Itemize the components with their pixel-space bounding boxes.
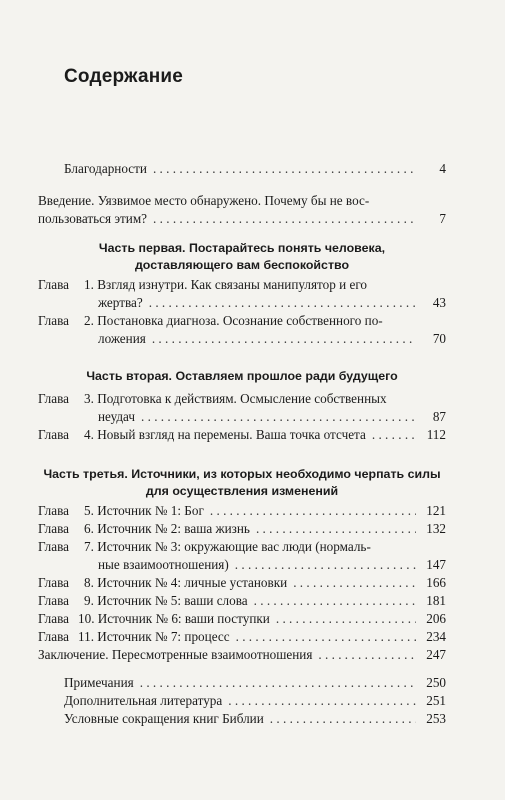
leader-dots (152, 330, 416, 348)
toc-entry-chapter-3-cont (38, 408, 446, 426)
toc-entry-introduction-cont (38, 210, 446, 228)
entry-text: Благодарности (64, 161, 147, 176)
chapter-label: Глава (38, 503, 69, 518)
leader-dots (235, 556, 416, 574)
toc-entry-chapter-11 (38, 628, 446, 646)
page-number: 7 (439, 211, 446, 226)
page-number: 253 (426, 711, 446, 726)
page-number: 206 (426, 611, 446, 626)
leader-dots (256, 520, 416, 538)
part1-title-line1: Часть первая. Постарайтесь понять человека, (98, 241, 386, 255)
chapter-label: Глава (38, 611, 69, 626)
chapter-label: Глава (38, 575, 69, 590)
entry-text: 3. Подготовка к действиям. Осмысление собственных (84, 391, 387, 406)
toc-entry-bible-abbreviations (38, 710, 446, 728)
page-number: 121 (426, 503, 446, 518)
leader-dots (153, 210, 416, 228)
page-number: 181 (426, 593, 446, 608)
toc-entry-chapter-1 (38, 276, 446, 294)
toc-entry-chapter-4 (38, 426, 446, 444)
entry-text: 2. Постановка диагноза. Осознание собственного по- (84, 313, 383, 328)
toc-entry-chapter-6 (38, 520, 446, 538)
chapter-label: Глава (38, 391, 69, 406)
page-number: 70 (432, 331, 446, 346)
leader-dots (318, 646, 416, 664)
leader-dots (293, 574, 416, 592)
toc-entry-further-reading (38, 692, 446, 710)
entry-text: Дополнительная литература (64, 693, 223, 708)
chapter-label: Глава (38, 427, 69, 442)
page-number: 166 (426, 575, 446, 590)
part1-heading (38, 240, 446, 274)
chapter-label: Глава (38, 629, 69, 644)
entry-text: 8. Источник № 4: личные установки (84, 575, 288, 590)
leader-dots (141, 408, 416, 426)
leader-dots (270, 710, 416, 728)
chapter-label: Глава (38, 593, 69, 608)
entry-text: 7. Источник № 3: окружающие вас люди (нормаль- (84, 539, 371, 554)
entry-text: Условные сокращения книг Библии (64, 711, 264, 726)
part3-title-line1: Часть третья. Источники, из которых необходимо черпать силы (43, 467, 441, 481)
part2-title: Часть вторая. Оставляем прошлое ради будущего (86, 369, 398, 383)
leader-dots (372, 426, 416, 444)
entry-text: пользоваться этим? (38, 211, 148, 226)
leader-dots (228, 692, 416, 710)
entry-text: 5. Источник № 1: Бог (84, 503, 204, 518)
page-number: 87 (432, 409, 446, 424)
entry-text: 9. Источник № 5: ваши слова (84, 593, 248, 608)
chapter-label: Глава (38, 521, 69, 536)
entry-text: 10. Источник № 6: ваши поступки (78, 611, 270, 626)
entry-text: Заключение. Пересмотренные взаимоотношения (38, 647, 313, 662)
toc-entry-introduction (38, 192, 446, 210)
toc-entry-conclusion (38, 646, 446, 664)
part1-title-line2: доставляющего вам беспокойство (134, 258, 350, 272)
toc-entry-chapter-10 (38, 610, 446, 628)
toc-entry-acknowledgements (38, 160, 446, 178)
entry-text: 6. Источник № 2: ваша жизнь (84, 521, 250, 536)
toc-entry-chapter-9 (38, 592, 446, 610)
toc-entry-chapter-5 (38, 502, 446, 520)
page-number: 247 (426, 647, 446, 662)
leader-dots (276, 610, 416, 628)
page-title: Содержание (64, 66, 184, 87)
page-number: 43 (432, 295, 446, 310)
entry-text: жертва? (98, 295, 143, 310)
entry-text: Примечания (64, 675, 134, 690)
entry-text: 1. Взгляд изнутри. Как связаны манипулятор и его (84, 277, 367, 292)
toc-entry-chapter-7 (38, 538, 446, 556)
leader-dots (254, 592, 416, 610)
entry-text: ложения (98, 331, 146, 346)
leader-dots (153, 160, 416, 178)
toc-entry-chapter-2 (38, 312, 446, 330)
toc-entry-chapter-1-cont (38, 294, 446, 312)
page-number: 234 (426, 629, 446, 644)
part3-title-line2: для осуществления изменений (145, 484, 339, 498)
leader-dots (140, 674, 416, 692)
leader-dots (149, 294, 416, 312)
chapter-label: Глава (38, 539, 69, 554)
part2-heading (38, 368, 446, 385)
toc-entry-chapter-7-cont (38, 556, 446, 574)
entry-text: ные взаимоотношения) (98, 557, 229, 572)
entry-text: неудач (98, 409, 136, 424)
leader-dots (210, 502, 416, 520)
toc-entry-chapter-2-cont (38, 330, 446, 348)
page-number: 147 (426, 557, 446, 572)
leader-dots (236, 628, 416, 646)
toc-entry-notes (38, 674, 446, 692)
page-number: 250 (426, 675, 446, 690)
page-number: 132 (426, 521, 446, 536)
page-number: 251 (426, 693, 446, 708)
toc-entry-chapter-3 (38, 390, 446, 408)
page-number: 112 (426, 427, 446, 442)
toc-entry-chapter-8 (38, 574, 446, 592)
entry-text: Введение. Уязвимое место обнаружено. Почему бы не вос- (38, 193, 370, 208)
chapter-label: Глава (38, 313, 69, 328)
part3-heading (38, 466, 446, 500)
entry-text: 11. Источник № 7: процесс (78, 629, 230, 644)
entry-text: 4. Новый взгляд на перемены. Ваша точка отсчета (84, 427, 366, 442)
page-number: 4 (439, 161, 446, 176)
chapter-label: Глава (38, 277, 69, 292)
